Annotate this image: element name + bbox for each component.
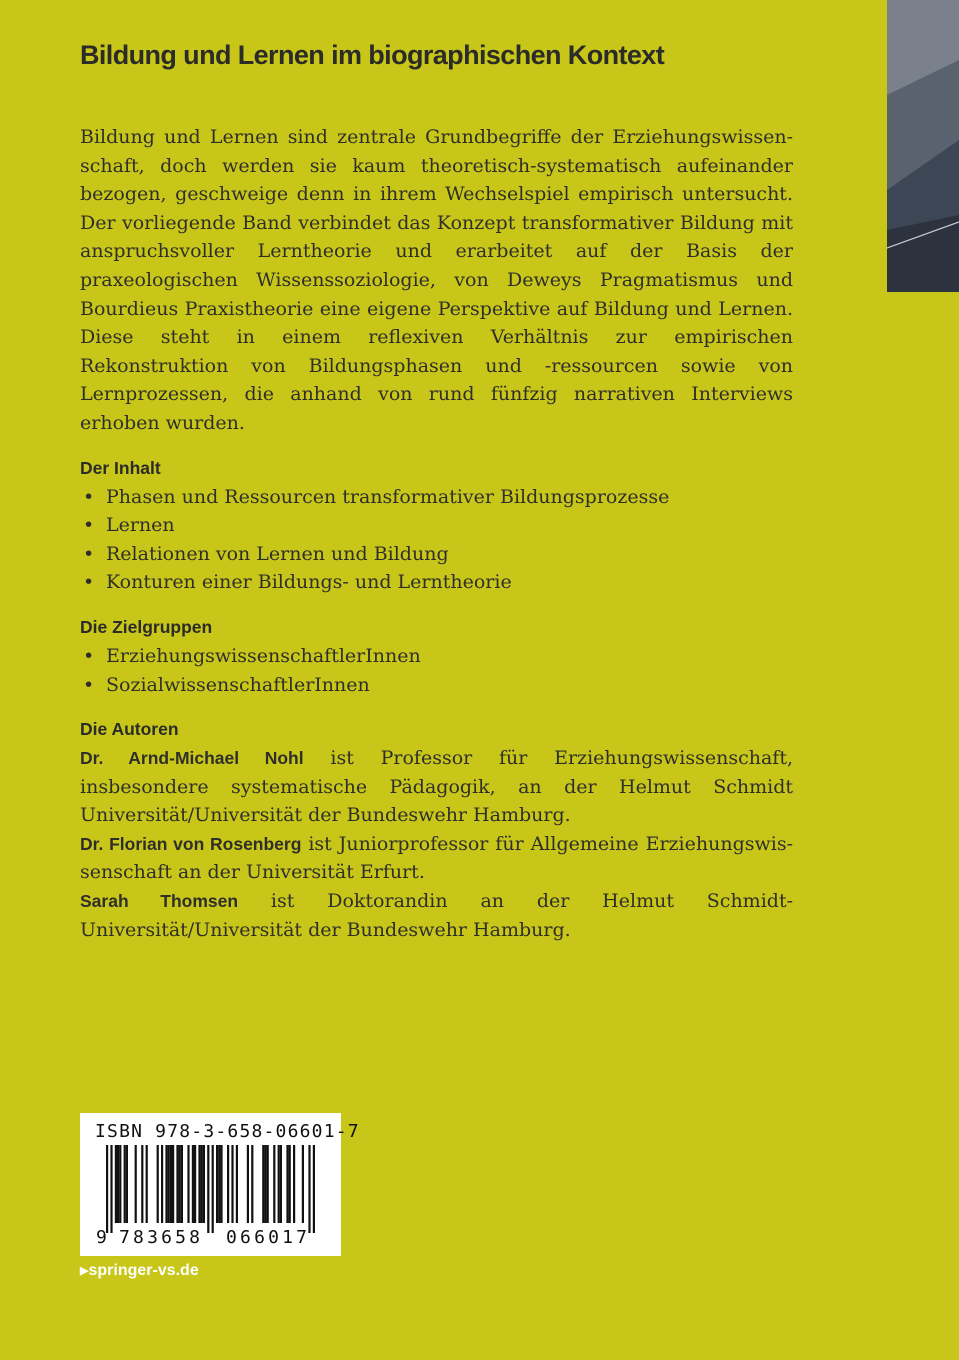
- back-cover-text: [80, 123, 793, 944]
- barcode-bar: [251, 1145, 253, 1223]
- barcode-bar: [110, 1145, 112, 1233]
- barcode-bar: [280, 1145, 282, 1223]
- barcode-bar: [273, 1145, 275, 1223]
- book-title: Bildung und Lernen im biographischen Kontext: [80, 40, 665, 70]
- barcode-bar: [117, 1145, 119, 1223]
- bullet-icon: •: [83, 673, 95, 696]
- barcode-bar: [218, 1145, 220, 1223]
- author-bio: Dr. Arnd-Michael Nohl ist Professor für Erziehungswissenschaft, insbesondere systematische Pädagogik, an der Helmut Schmidt Universität/Universität der Bundeswehr Hamburg.: [80, 747, 793, 827]
- barcode-bar: [302, 1145, 304, 1223]
- barcode-bar: [124, 1145, 126, 1223]
- list-item: • SozialwissenschaftlerInnen: [80, 671, 793, 700]
- barcode-bar: [135, 1145, 137, 1223]
- barcode-bar: [231, 1145, 233, 1223]
- barcode-bar: [179, 1145, 181, 1223]
- list-item: • Phasen und Ressourcen transformativer Bildungsprozesse: [80, 483, 793, 512]
- barcode-bar: [278, 1145, 280, 1223]
- barcode-bar: [216, 1145, 218, 1223]
- barcode-bar: [289, 1145, 291, 1223]
- barcode-bar: [146, 1145, 148, 1223]
- contents-heading: Der Inhalt: [80, 457, 161, 478]
- barcode-bar: [194, 1145, 196, 1223]
- barcode-bar: [313, 1145, 315, 1233]
- barcode-bar: [157, 1145, 159, 1223]
- barcode-bar: [187, 1145, 189, 1223]
- author-name: Dr. Arnd-Michael Nohl: [80, 748, 304, 769]
- intro-paragraph: Bildung und Lernen sind zentrale Grundbegriffe der Erziehungswissenschaft, doch werden sie kaum theoretisch-systematisch aufeinander bezogen, geschweige denn in ihrem Wechselspiel empirisch untersucht. Der vorliegende Band verbindet das Konzept transformativer Bildung mit anspruchsvoller Lerntheorie und erarbeitet auf der Basis der praxeologischen Wissenssoziologie, von Deweys Pragmatismus und Bourdieus Praxistheorie eine eigene Perspektive auf Bildung und Lernen. Diese steht in einem reflexiven Verhältnis zur empirischen Rekonstruktion von Bildungsphasen und -ressourcen sowie von Lernprozessen, die anhand von rund fünfzig narrativen Interviews erhoben wurden.: [80, 126, 793, 434]
- barcode-bars: [94, 1145, 326, 1233]
- isbn-label: ISBN 978-3-658-06601-7: [95, 1121, 360, 1142]
- barcode-bar: [203, 1145, 205, 1223]
- list-item: • Konturen einer Bildungs- und Lerntheorie: [80, 568, 793, 597]
- list-item: • ErziehungswissenschaftlerInnen: [80, 642, 793, 671]
- barcode-bar: [236, 1145, 238, 1223]
- authors-heading: Die Autoren: [80, 719, 179, 740]
- barcode-bar: [227, 1145, 229, 1223]
- barcode-bar: [165, 1145, 167, 1223]
- bullet-icon: •: [83, 542, 95, 565]
- play-arrow-icon: ▶: [80, 1265, 89, 1277]
- list-item: • Relationen von Lernen und Bildung: [80, 540, 793, 569]
- barcode-bar: [181, 1145, 183, 1223]
- barcode-bar: [212, 1145, 214, 1233]
- barcode-digit-lead: 9: [96, 1227, 111, 1248]
- contents-list: [80, 483, 793, 597]
- barcode-bar: [293, 1145, 295, 1223]
- barcode-bar: [192, 1145, 194, 1223]
- barcode-bar: [115, 1145, 117, 1223]
- barcode-bar: [168, 1145, 170, 1223]
- bullet-icon: •: [83, 485, 95, 508]
- barcode-digits-left: 783658: [119, 1227, 204, 1248]
- target-groups-list: [80, 642, 793, 699]
- barcode-bar: [308, 1145, 310, 1233]
- bullet-icon: •: [83, 571, 95, 594]
- barcode-bar: [247, 1145, 249, 1223]
- isbn-barcode: [80, 1113, 360, 1256]
- barcode-bar: [264, 1145, 266, 1223]
- barcode-bar: [172, 1145, 174, 1223]
- barcode-bar: [198, 1145, 200, 1223]
- barcode-bar: [262, 1145, 264, 1223]
- barcode-bar: [126, 1145, 128, 1223]
- barcode-bar: [220, 1145, 222, 1223]
- author-name: Sarah Thomsen: [80, 891, 239, 912]
- barcode-bar: [170, 1145, 172, 1223]
- publisher-website[interactable]: ▶springer-vs.de: [80, 1262, 199, 1279]
- author-name: Dr. Florian von Rosenberg: [80, 833, 302, 854]
- barcode-bar: [119, 1145, 121, 1223]
- barcode-bar: [161, 1145, 163, 1223]
- barcode-bar: [267, 1145, 269, 1223]
- barcode-bar: [141, 1145, 143, 1223]
- cover-corner-graphic: [887, 0, 959, 292]
- bullet-icon: •: [83, 644, 95, 667]
- author-bio: Dr. Florian von Rosenberg ist Juniorprofessor für Allgemeine Erziehungswissenschaft an der Universität Erfurt.: [80, 832, 793, 884]
- barcode-digits-right: 066017: [226, 1227, 311, 1248]
- barcode-bar: [201, 1145, 203, 1223]
- bullet-icon: •: [83, 514, 95, 537]
- target-groups-heading: Die Zielgruppen: [80, 616, 213, 637]
- barcode-bar: [106, 1145, 108, 1233]
- barcode-bar: [286, 1145, 288, 1223]
- barcode-bar: [207, 1145, 209, 1233]
- barcode-bar: [176, 1145, 178, 1223]
- list-item: • Lernen: [80, 511, 793, 540]
- author-bio: Sarah Thomsen ist Doktorandin an der Helmut Schmidt-Universität/Universität der Bundeswehr Hamburg.: [80, 890, 793, 941]
